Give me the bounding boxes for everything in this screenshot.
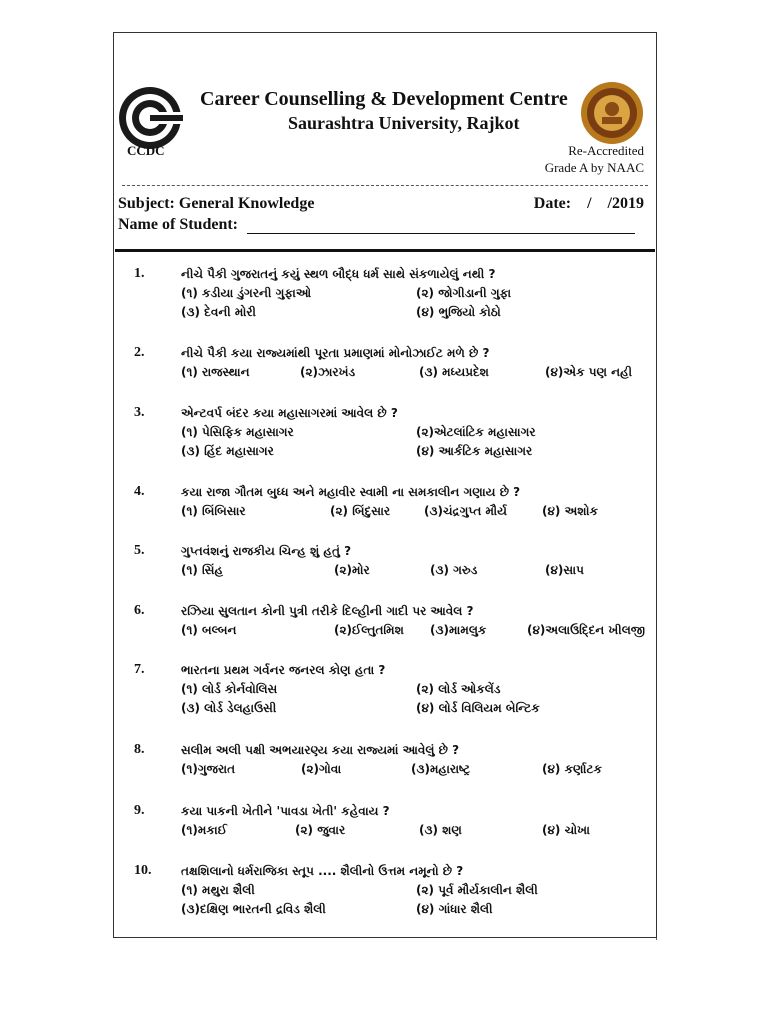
question-paper xyxy=(113,32,657,938)
page-title: Career Counselling & Development Centre xyxy=(200,88,568,110)
answer-option: (૧) રાજસ્થાન xyxy=(181,365,250,379)
question-number: 3. xyxy=(134,405,145,420)
answer-option: (૪) અશોક xyxy=(542,504,598,518)
page-subtitle: Saurashtra University, Rajkot xyxy=(288,113,520,133)
question-number: 7. xyxy=(134,662,145,677)
question-text: સલીમ અલી પક્ષી અભયારણ્ય કયા રાજ્યમાં આવેલું છે ? xyxy=(181,743,460,757)
answer-option: (૪) ગાંધાર શૈલી xyxy=(416,902,493,916)
question-text: કયા રાજા ગૌતમ બુધ્ધ અને મહાવીર સ્વામી ના સમકાલીન ગણાય છે ? xyxy=(181,485,521,499)
question-text: તક્ષશિલાનો ધર્મરાજિકા સ્તૂપ .... શૈલીનો ઉત્તમ નમૂનો છે ? xyxy=(181,864,464,878)
dashed-divider xyxy=(122,185,648,186)
answer-option: (૪)સાપ xyxy=(545,563,584,577)
subject-label: Subject: General Knowledge xyxy=(118,195,315,212)
answer-option: (૧) મથુરા શૈલી xyxy=(181,883,255,897)
answer-option: (૧) કડીયા ડુંગરની ગુફાઓ xyxy=(181,286,312,300)
answer-option: (૧) સિંહ xyxy=(181,563,223,577)
question-number: 2. xyxy=(134,345,145,360)
answer-option: (૧)મકાઈ xyxy=(181,823,227,837)
student-name-line xyxy=(247,233,635,234)
question-text: રઝિયા સુલતાન કોની પુત્રી તરીકે દિલ્હીની ગાદી પર આવેલ ? xyxy=(181,604,474,618)
answer-option: (૪) ભુજિયો કોઠો xyxy=(416,305,501,319)
university-seal-icon xyxy=(580,81,644,145)
logo-label: CCDC xyxy=(127,143,165,158)
answer-option: (૪)અલાઉદ્દિન ખીલજી xyxy=(527,623,645,637)
answer-option: (૨)ગોવા xyxy=(301,762,342,776)
question-number: 5. xyxy=(134,543,145,558)
answer-option: (૧) પેસિફિક મહાસાગર xyxy=(181,425,294,439)
date-field: Date: / /2019 xyxy=(533,195,644,212)
answer-option: (૨) પૂર્વ મૌર્યકાલીન શૈલી xyxy=(416,883,538,897)
answer-option: (૩) ગરુડ xyxy=(430,563,478,577)
question-number: 10. xyxy=(134,863,152,878)
question-text: કયા પાકની ખેતીને 'પાવડા ખેતી' કહેવાય ? xyxy=(181,804,390,818)
question-text: નીચે પૈકી કયા રાજ્યમાંથી પૂરતા પ્રમાણમાં મોનોઝાઈટ મળે છે ? xyxy=(181,346,490,360)
answer-option: (૨)મોર xyxy=(334,563,370,577)
answer-option: (૪) લોર્ડ વિલિયમ બેન્ટિક xyxy=(416,701,540,715)
answer-option: (૨)ઈલ્તુતમિશ xyxy=(334,623,404,637)
answer-option: (૧) લોર્ડ કોર્નવોલિસ xyxy=(181,682,278,696)
answer-option: (૩) હિંદ મહાસાગર xyxy=(181,444,274,458)
accreditation-line-1: Re-Accredited xyxy=(568,143,644,158)
answer-option: (૧) બલ્બન xyxy=(181,623,237,637)
question-number: 1. xyxy=(134,266,145,281)
answer-option: (૨) લોર્ડ ઓકલેંડ xyxy=(416,682,501,696)
answer-option: (૪) કર્ણાટક xyxy=(542,762,602,776)
question-number: 4. xyxy=(134,484,145,499)
answer-option: (૩)ચંદ્રગુપ્ત મૌર્ય xyxy=(424,504,507,518)
answer-option: (૨)ઝારખંડ xyxy=(300,365,356,379)
answer-option: (૩) દેવની મોરી xyxy=(181,305,256,319)
accreditation-line-2: Grade A by NAAC xyxy=(544,160,644,175)
answer-option: (૪)એક પણ નહી xyxy=(545,365,633,379)
answer-option: (૧) બિંબિસાર xyxy=(181,504,246,518)
answer-option: (૩)મામલુક xyxy=(430,623,487,637)
answer-option: (૪) ચોખા xyxy=(542,823,590,837)
question-text: ગુપ્તવંશનું રાજકીય ચિન્હ શું હતું ? xyxy=(181,544,352,558)
answer-option: (૨) જોગીડાની ગુફા xyxy=(416,286,512,300)
answer-option: (૪) આર્કટિક મહાસાગર xyxy=(416,444,533,458)
answer-option: (૩)મહારાષ્ટ્ર xyxy=(411,762,471,776)
question-number: 8. xyxy=(134,742,145,757)
question-text: ભારતના પ્રથમ ગર્વનર જનરલ કોણ હતા ? xyxy=(181,663,386,677)
question-text: નીચે પૈકી ગુજરાતનું કયું સ્થળ બૌદ્ધ ધર્મ સાથે સંકળાયેલું નથી ? xyxy=(181,267,496,281)
student-name-label: Name of Student: xyxy=(118,216,238,233)
page-mark xyxy=(656,938,657,940)
question-number: 6. xyxy=(134,603,145,618)
answer-option: (૩) શણ xyxy=(419,823,462,837)
answer-option: (૨)એટલાંટિક મહાસાગર xyxy=(416,425,536,439)
header-divider xyxy=(115,249,655,252)
accreditation xyxy=(545,142,644,176)
answer-option: (૨) જુવાર xyxy=(295,823,346,837)
answer-option: (૩) મધ્યપ્રદેશ xyxy=(419,365,489,379)
question-text: એન્ટવર્પ બંદર કયા મહાસાગરમાં આવેલ છે ? xyxy=(181,406,398,420)
answer-option: (૧)ગુજરાત xyxy=(181,762,236,776)
answer-option: (૩)દક્ષિણ ભારતની દ્રવિડ શૈલી xyxy=(181,902,326,916)
ccdc-logo xyxy=(117,85,183,151)
answer-option: (૩) લોર્ડ ડેલહાઉસી xyxy=(181,701,277,715)
answer-option: (૨) બિંદુસાર xyxy=(330,504,391,518)
question-number: 9. xyxy=(134,803,145,818)
